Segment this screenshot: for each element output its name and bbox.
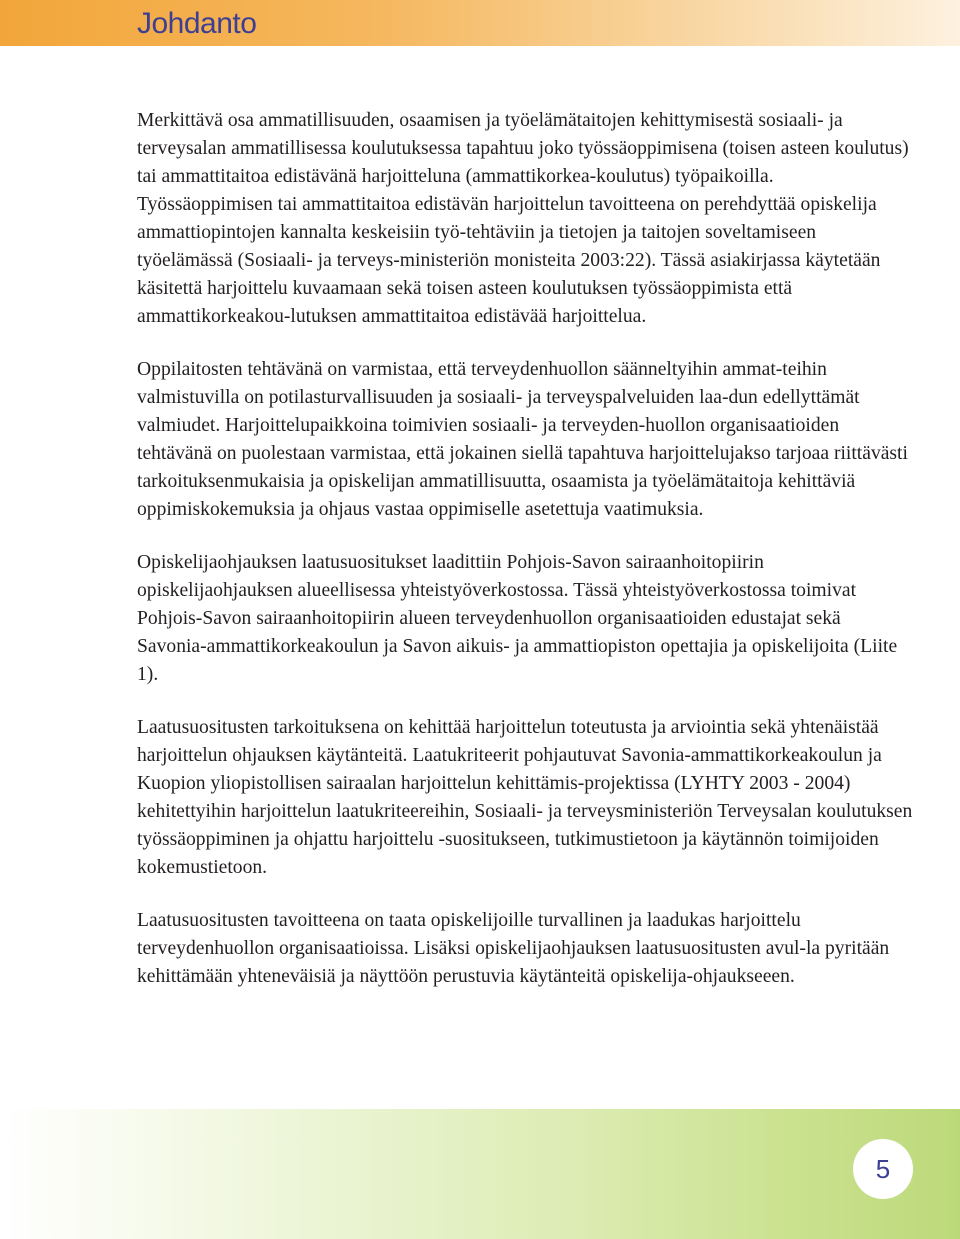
page-title: Johdanto bbox=[137, 7, 257, 40]
paragraph-4: Laatusuositusten tarkoituksena on kehittää harjoittelun toteutusta ja arviointia sekä yhtenäistää harjoittelun ohjauksen käytänteitä. Laatukriteerit pohjautuvat Savonia-ammattikorkeakoulun ja Kuopion yliopistollisen sairaalan harjoittelun kehittämis-projektissa (LYHTY 2003 - 2004) kehitettyihin harjoittelun laatukriteereihin, Sosiaali- ja terveysministeriön Terveysalan koulutuksen työssäoppiminen ja ohjattu harjoittelu -suositukseen, tutkimustietoon ja käytännön toimijoiden kokemustietoon. bbox=[137, 717, 913, 878]
footer-band bbox=[0, 1109, 960, 1239]
body-text bbox=[137, 107, 913, 1016]
paragraph-2: Oppilaitosten tehtävänä on varmistaa, että terveydenhuollon säänneltyihin ammat-teihin valmistuvilla on potilasturvallisuuden ja sosiaali- ja terveyspalveluiden laa-dun edellyttämät valmiudet. Harjoittelupaikkoina toimivien sosiaali- ja terveyden-huollon organisaatioiden tehtävänä on puolestaan varmistaa, että jokainen siellä tapahtuva harjoittelujakso tarjoaa riittävästi tarkoituksenmukaisia ja opiskelijan ammatillisuutta, osaamista ja työelämätaitoja kehittäviä oppimiskokemuksia ja ohjaus vastaa oppimiselle asetettuja vaatimuksia. bbox=[137, 359, 908, 520]
page-number-badge bbox=[853, 1139, 913, 1199]
paragraph-1: Merkittävä osa ammatillisuuden, osaamisen ja työelämätaitojen kehittymisestä sosiaali- ja terveysalan ammatillisessa koulutuksessa tapahtuu joko työssäoppimisena (toisen asteen koulutus) tai ammattitaitoa edistävänä harjoitteluna (ammattikorkea-koulutus) työpaikoilla. Työssäoppimisen tai ammattitaitoa edistävän harjoittelun tavoitteena on perehdyttää opiskelija ammattiopintojen kannalta keskeisiin työ-tehtäviin ja tietojen ja taitojen soveltamiseen työelämässä (Sosiaali- ja terveys-ministeriön monisteita 2003:22). Tässä asiakirjassa käytetään käsitettä harjoittelu kuvaamaan sekä toisen asteen koulutuksen työssäoppimista että ammattikorkeakou-lutuksen ammattitaitoa edistävää harjoittelua. bbox=[137, 110, 909, 327]
paragraph-3: Opiskelijaohjauksen laatusuositukset laadittiin Pohjois-Savon sairaanhoitopiirin opiskelijaohjauksen alueellisessa yhteistyöverkostossa. Tässä yhteistyöverkostossa toimivat Pohjois-Savon sairaanhoitopiirin alueen terveydenhuollon organisaatioiden edustajat sekä Savonia-ammattikorkeakoulun ja Savon aikuis- ja ammattiopiston opettajia ja opiskelijoita (Liite 1). bbox=[137, 552, 898, 685]
paragraph-5: Laatusuositusten tavoitteena on taata opiskelijoille turvallinen ja laadukas harjoittelu terveydenhuollon organisaatioissa. Lisäksi opiskelijaohjauksen laatusuositusten avul-la pyritään kehittämään yhteneväisiä ja näyttöön perustuvia käytänteitä opiskelija-ohjaukseeen. bbox=[137, 910, 890, 987]
page-number: 5 bbox=[875, 1153, 891, 1184]
